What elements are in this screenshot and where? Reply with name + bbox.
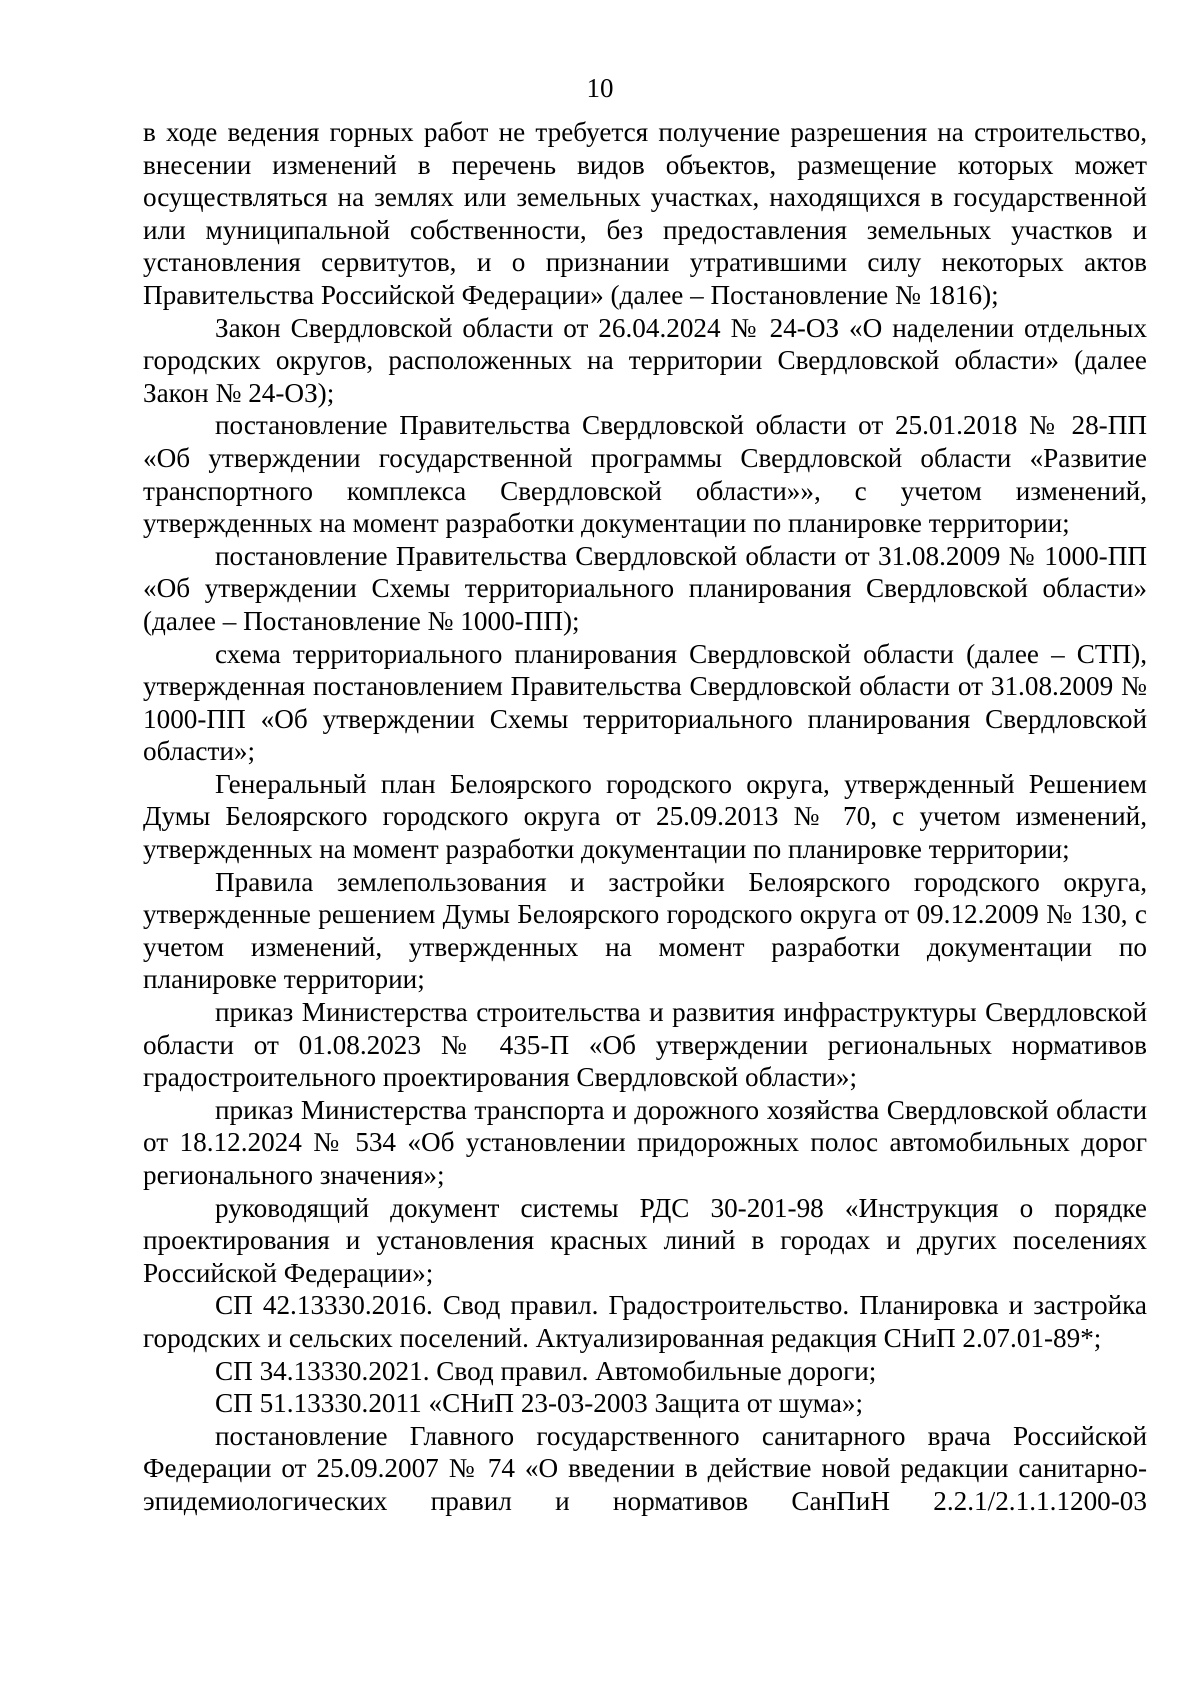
paragraph-decree-1816-continuation: в ходе ведения горных работ не требуется получение разрешения на строительство, внесении изменений в перечень видов объектов, размещение которых может осуществляться на землях или земельных участках, находящихся в государственной или муниципальной собственности, без предоставления земельных участков и установления сервитутов, и о признании утратившими силу некоторых актов Правительства Российской Федерации» (далее – Постановление № 1816);: [143, 117, 1147, 310]
paragraph-decree-28-pp: постановление Правительства Свердловской области от 25.01.2018 № 28-ПП «Об утверждении государственной программы Свердловской области «Развитие транспортного комплекса Свердловской области»», с учетом изменений, утвержденных на момент разработки документации по планировке территории;: [143, 410, 1147, 539]
page-number: 10: [586, 73, 614, 103]
paragraph-stp-scheme: схема территориального планирования Свердловской области (далее – СТП), утвержденная постановлением Правительства Свердловской области от 31.08.2009 № 1000-ПП «Об утверждении Схемы территориального планирования Свердловской области»;: [143, 638, 1147, 767]
paragraph-sanpin-decree: постановление Главного государственного санитарного врача Российской Федерации от 25.09.2007 № 74 «О введении в действие новой редакции санитарно-эпидемиологических правил и нормативов СанПиН 2.2.1/2.1.1.1200-03: [143, 1420, 1147, 1516]
paragraph-law-24-oz: Закон Свердловской области от 26.04.2024 № 24-ОЗ «О наделении отдельных городских округов, расположенных на территории Свердловской области» (далее Закон № 24-ОЗ);: [143, 312, 1147, 408]
paragraph-sp-51: СП 51.13330.2011 «СНиП 23-03-2003 Защита от шума»;: [215, 1388, 864, 1419]
paragraph-sp-42: СП 42.13330.2016. Свод правил. Градостроительство. Планировка и застройка городских и сельских поселений. Актуализированная редакция СНиП 2.07.01-89*;: [143, 1290, 1147, 1353]
paragraph-rds-30-201-98: руководящий документ системы РДС 30-201-98 «Инструкция о порядке проектирования и установления красных линий в городах и других поселениях Российской Федерации»;: [143, 1192, 1147, 1288]
paragraph-decree-1000-pp: постановление Правительства Свердловской области от 31.08.2009 № 1000-ПП «Об утверждении Схемы территориального планирования Свердловской области» (далее – Постановление № 1000-ПП);: [143, 540, 1147, 636]
document-body: [143, 116, 1147, 1518]
paragraph-order-435-p: приказ Министерства строительства и развития инфраструктуры Свердловской области от 01.08.2023 № 435-П «Об утверждении региональных нормативов градостроительного проектирования Свердловской области»;: [143, 997, 1147, 1093]
paragraph-land-use-rules: Правила землепользования и застройки Белоярского городского округа, утвержденные решением Думы Белоярского городского округа от 09.12.2009 № 130, с учетом изменений, утвержденных на момент разработки документации по планировке территории;: [143, 866, 1147, 995]
paragraph-general-plan: Генеральный план Белоярского городского округа, утвержденный Решением Думы Белоярского городского округа от 25.09.2013 № 70, с учетом изменений, утвержденных на момент разработки документации по планировке территории;: [143, 768, 1147, 865]
paragraph-sp-34: СП 34.13330.2021. Свод правил. Автомобильные дороги;: [215, 1355, 877, 1386]
paragraph-order-534: приказ Министерства транспорта и дорожного хозяйства Свердловской области от 18.12.2024 № 534 «Об установлении придорожных полос автомобильных дорог регионального значения»;: [143, 1094, 1147, 1190]
